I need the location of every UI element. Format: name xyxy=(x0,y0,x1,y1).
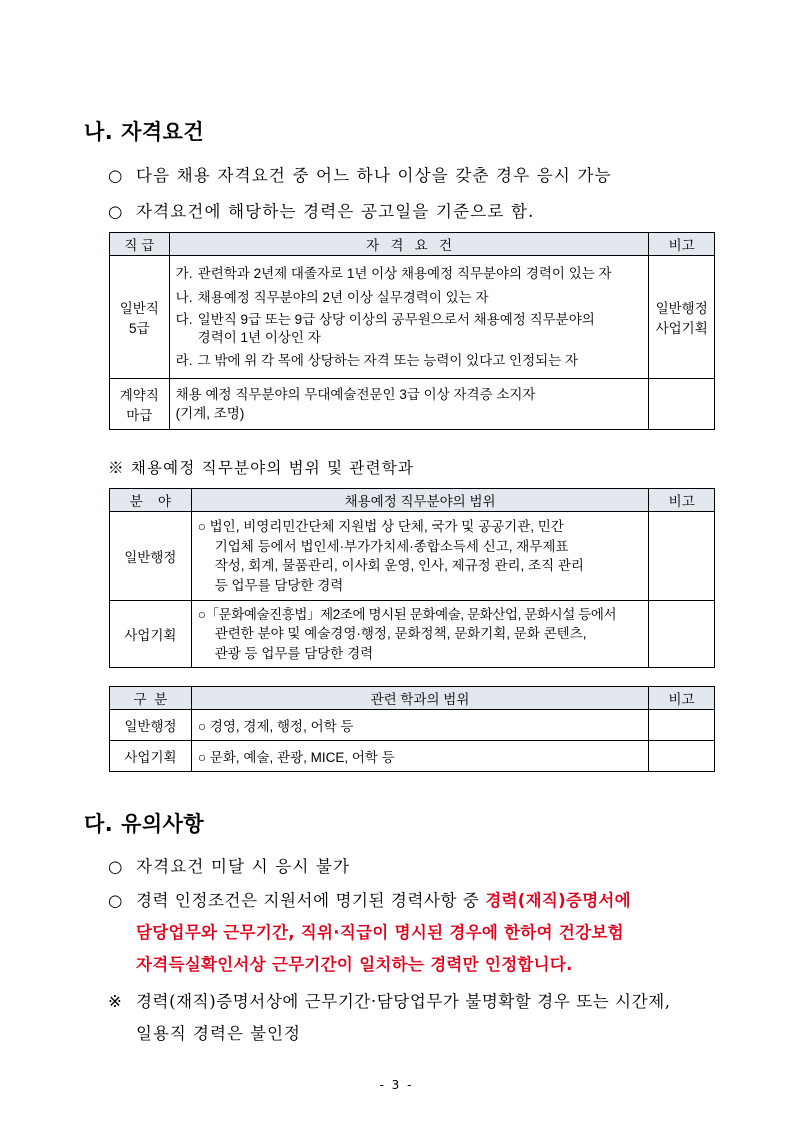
section-title-notices: 다. 유의사항 xyxy=(84,812,205,836)
requirements-cell xyxy=(169,256,649,379)
requirements-cell xyxy=(169,379,649,430)
note-cell xyxy=(649,512,715,601)
bullet-text: 경력 인정조건은 지원서에 명기된 경력사항 중 xyxy=(136,891,486,910)
item-marker: 나. xyxy=(175,290,193,305)
highlight-text: 자격득실확인서상 근무기간이 일치하는 경력만 인정합니다. xyxy=(136,955,573,974)
circle-bullet-icon: ○ xyxy=(108,857,124,876)
item-text: 관련학과 2년제 대졸자로 1년 이상 채용예정 직무분야의 경력이 있는 자 xyxy=(197,266,612,281)
bullet-unqualified xyxy=(108,853,350,877)
field-cell: 일반행정 xyxy=(110,512,192,601)
item-marker: 가. xyxy=(175,266,193,281)
note-line: 일반행정 xyxy=(655,301,708,316)
grade-line: 일반직 xyxy=(119,301,159,316)
note-cell xyxy=(649,741,715,772)
note-career-exclusion xyxy=(108,988,671,1012)
bullet-text: 다음 채용 자격요건 중 어느 하나 이상을 갖춘 경우 응시 가능 xyxy=(136,166,612,185)
qualification-table xyxy=(109,232,715,430)
item-text: 그 밖에 위 각 목에 상당하는 자격 또는 능력이 있다고 인정되는 자 xyxy=(197,353,578,368)
header-grade: 직 급 xyxy=(110,233,170,256)
table-row xyxy=(110,256,715,379)
header-division: 구 분 xyxy=(110,687,192,710)
header-major-scope: 관련 학과의 범위 xyxy=(191,687,648,710)
header-note: 비고 xyxy=(649,687,715,710)
bullet-qualification-basis xyxy=(108,198,535,222)
table-header-row xyxy=(110,233,715,256)
item-marker: 다. xyxy=(175,312,193,327)
scope-line: ○「문화예술진흥법」제2조에 명시된 문화예술, 문화산업, 문화시설 등에서 xyxy=(197,606,617,622)
major-cell: ○ 문화, 예술, 관광, MICE, 어학 등 xyxy=(191,741,648,772)
job-scope-table xyxy=(109,488,715,668)
grade-cell xyxy=(110,379,170,430)
scope-line: 작성, 회계, 물품관리, 이사회 운영, 인사, 제규정 관리, 조직 관리 xyxy=(214,558,584,573)
item-marker: 라. xyxy=(175,353,193,368)
requirement-item xyxy=(176,311,643,347)
item-text: 일반직 9급 또는 9급 상당 이상의 공무원으로서 채용예정 직무분야의 xyxy=(197,312,595,327)
bullet-career-recognition xyxy=(108,887,631,911)
note-cell xyxy=(649,710,715,741)
header-note: 비고 xyxy=(649,233,715,256)
bullet-text: 자격요건에 해당하는 경력은 공고일을 기준으로 함. xyxy=(136,202,535,221)
requirement-item xyxy=(176,350,643,371)
header-requirements: 자 격 요 건 xyxy=(169,233,649,256)
header-scope: 채용예정 직무분야의 범위 xyxy=(191,489,649,512)
note-cell xyxy=(649,601,715,668)
field-cell: 일반행정 xyxy=(110,710,192,741)
note-cell xyxy=(649,256,715,379)
scope-cell xyxy=(191,601,649,668)
table-header-row xyxy=(110,489,715,512)
note-mark: ※ xyxy=(108,992,124,1011)
highlight-text: 경력(재직)증명서에 xyxy=(485,891,631,910)
note-text: 경력(재직)증명서상에 근무기간·담당업무가 불명확할 경우 또는 시간제, xyxy=(136,992,671,1011)
scope-note: ※ 채용예정 직무분야의 범위 및 관련학과 xyxy=(108,459,415,477)
grade-line: 5급 xyxy=(129,321,150,336)
highlight-text: 담당업무와 근무기간, 직위·직급이 명시된 경우에 한하여 건강보험 xyxy=(136,923,624,942)
header-field: 분 야 xyxy=(110,489,192,512)
circle-bullet-icon: ○ xyxy=(108,166,124,185)
note-cell xyxy=(649,379,715,430)
field-cell: 사업기획 xyxy=(110,601,192,668)
table-row xyxy=(110,512,715,601)
scope-line: 기업체 등에서 법인세·부가가치세·종합소득세 신고, 재무제표 xyxy=(214,538,569,554)
item-text: 경력이 1년 이상인 자 xyxy=(197,330,321,345)
circle-bullet-icon: ○ xyxy=(108,891,124,910)
circle-bullet-icon: ○ xyxy=(108,202,124,221)
requirement-text: 채용 예정 직무분야의 무대예술전문인 3급 이상 자격증 소지자 xyxy=(175,387,536,402)
page-number: - 3 - xyxy=(379,1078,414,1092)
grade-cell xyxy=(110,256,170,379)
section-title-qualifications: 나. 자격요건 xyxy=(84,120,205,144)
requirement-text: (기계, 조명) xyxy=(175,406,245,421)
related-major-table xyxy=(109,686,715,772)
requirement-item xyxy=(176,263,643,284)
table-row xyxy=(110,379,715,430)
bullet-text: 자격요건 미달 시 응시 불가 xyxy=(136,857,351,876)
table-row xyxy=(110,710,715,741)
scope-line: ○ 법인, 비영리민간단체 지원법 상 단체, 국가 및 공공기관, 민간 xyxy=(197,519,564,534)
table-row xyxy=(110,741,715,772)
major-cell: ○ 경영, 경제, 행정, 어학 등 xyxy=(191,710,648,741)
scope-line: 관련한 분야 및 예술경영·행정, 문화정책, 문화기획, 문화 콘텐츠, xyxy=(214,626,587,642)
item-text: 채용예정 직무분야의 2년 이상 실무경력이 있는 자 xyxy=(197,290,489,305)
note-text: 일용직 경력은 불인정 xyxy=(136,1024,301,1043)
table-header-row xyxy=(110,687,715,710)
bullet-qualification-any xyxy=(108,162,612,186)
grade-line: 계약직 xyxy=(119,388,159,403)
scope-cell xyxy=(191,512,649,601)
note-line: 사업기획 xyxy=(655,321,708,336)
scope-line: 관광 등 업무를 담당한 경력 xyxy=(214,645,374,661)
grade-line: 마급 xyxy=(126,408,153,423)
field-cell: 사업기획 xyxy=(110,741,192,772)
table-row xyxy=(110,601,715,668)
header-note: 비고 xyxy=(649,489,715,512)
requirement-item xyxy=(176,287,643,308)
scope-line: 등 업무를 담당한 경력 xyxy=(214,577,344,593)
